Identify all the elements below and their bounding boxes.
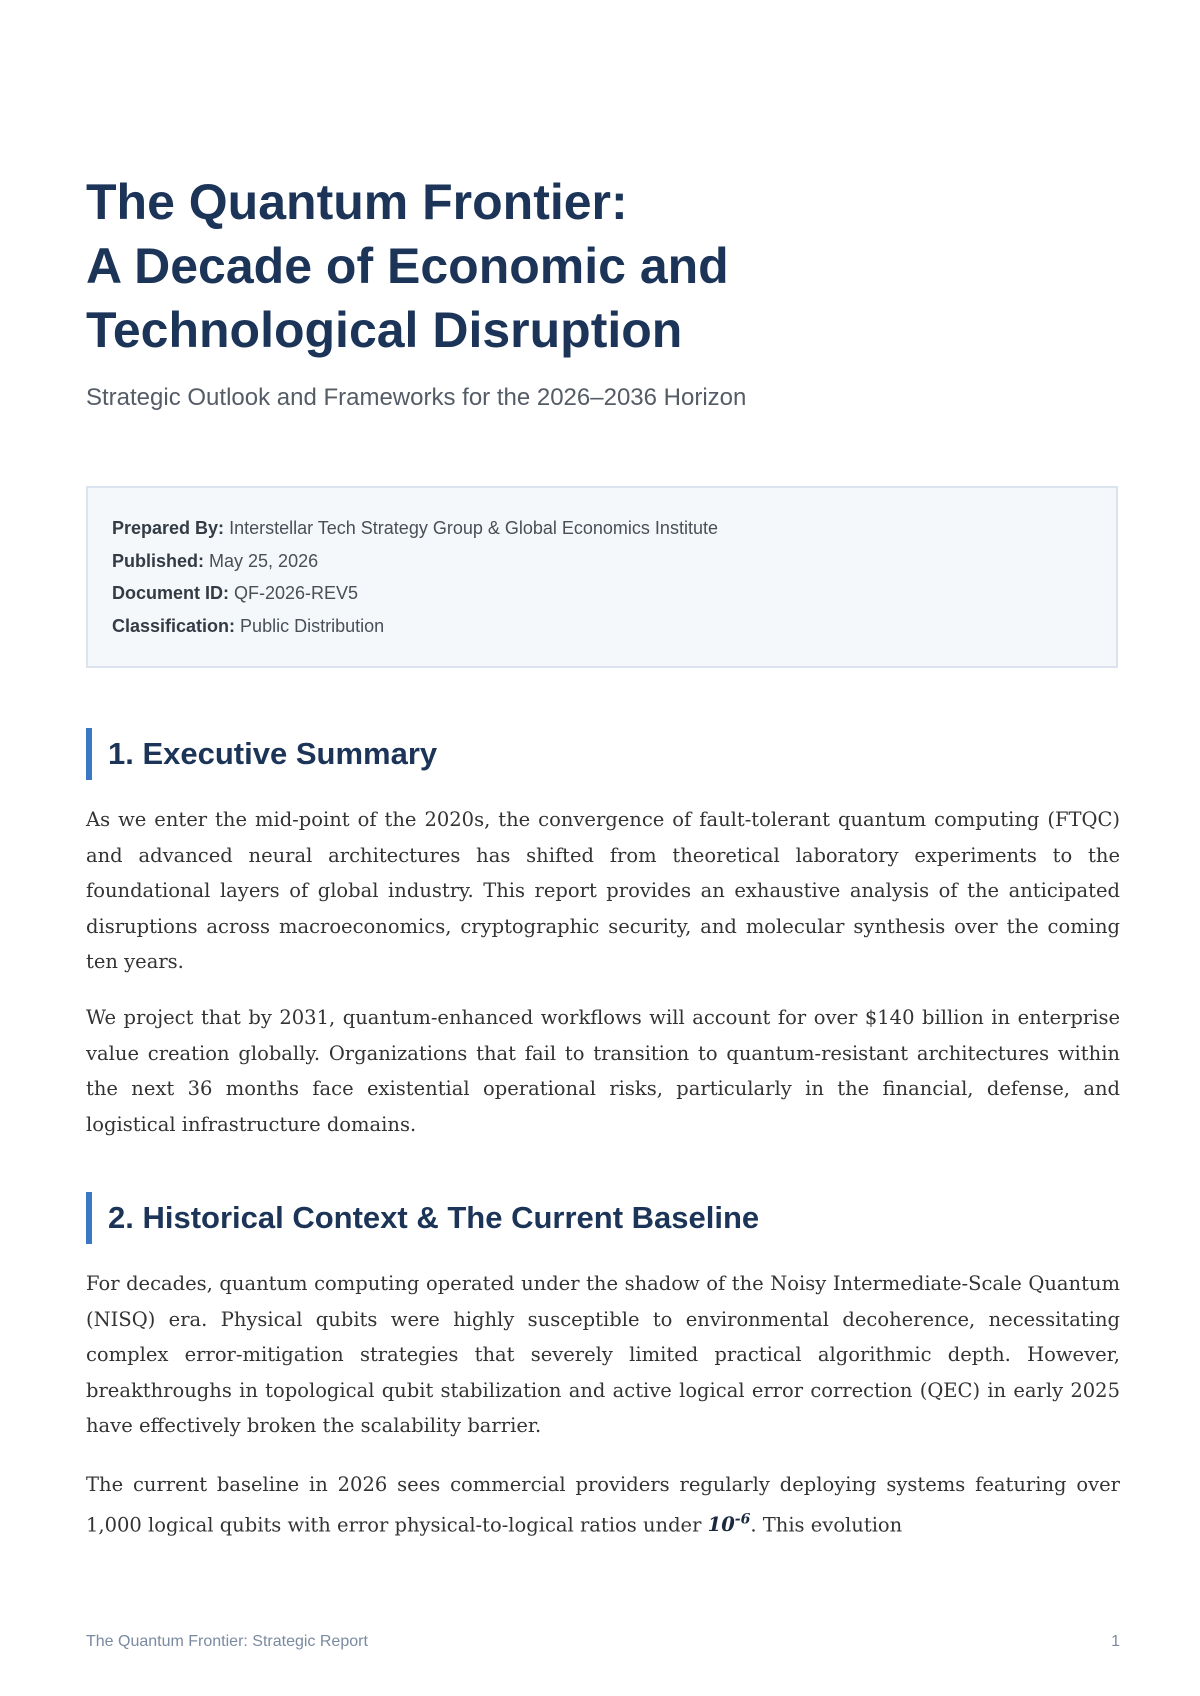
section-heading-historical-context: 2. Historical Context & The Current Baseline	[86, 1192, 759, 1244]
math-expression	[708, 1513, 751, 1536]
math-base: 10	[707, 1513, 735, 1536]
title-line: A Decade of Economic and	[86, 238, 729, 294]
paragraph	[86, 1467, 1120, 1543]
meta-value: QF-2026-REV5	[234, 583, 359, 603]
meta-label: Published:	[112, 550, 205, 571]
meta-value: Public Distribution	[240, 615, 385, 636]
paragraph: We project that by 2031, quantum-enhanced workflows will account for over $140 billion in enterprise value creation globally. Organizations that fail to transition to quantum-resistant architectures within the next 36 months face existential operational risks, particularly in the financial, defense, and logistical infrastructure domains.	[86, 1006, 1120, 1136]
meta-value: Interstellar Tech Strategy Group & Global Economics Institute	[229, 518, 718, 538]
meta-prepared-by	[112, 512, 1092, 545]
meta-label: Prepared By:	[112, 518, 225, 538]
page-number: 1	[1111, 1633, 1120, 1650]
meta-document-id	[112, 577, 1092, 610]
document-subtitle: Strategic Outlook and Frameworks for the 2026–2036 Horizon	[86, 384, 747, 411]
footer-report-title: The Quantum Frontier: Strategic Report	[86, 1633, 368, 1650]
title-line: Technological Disruption	[86, 302, 683, 358]
title-line: The Quantum Frontier:	[86, 174, 628, 230]
meta-label: Document ID:	[112, 583, 229, 603]
paragraph: For decades, quantum computing operated under the shadow of the Noisy Intermediate-Scale Quantum (NISQ) era. Physical qubits were highly susceptible to environmental decoherence, necessitating complex error-mitigation strategies that severely limited practical algorithmic depth. However, breakthroughs in topological qubit stabilization and active logical error correction (QEC) in early 2025 have effectively broken the scalability barrier.	[86, 1272, 1120, 1437]
paragraph-text: The current baseline in 2026 sees commercial providers regularly deploying systems featuring over 1,000 logical qubits with error physical-to-logical ratios under	[86, 1473, 1120, 1536]
paragraph: As we enter the mid-point of the 2020s, the convergence of fault-tolerant quantum computing (FTQC) and advanced neural architectures has shifted from theoretical laboratory experiments to the foundational layers of global industry. This report provides an exhaustive analysis of the anticipated disruptions across macroeconomics, cryptographic security, and molecular synthesis over the coming ten years.	[86, 808, 1120, 973]
meta-published	[112, 545, 1092, 578]
meta-label: Classification:	[112, 615, 236, 636]
document-page	[86, 0, 1120, 1696]
math-exponent: -6	[734, 1511, 751, 1528]
meta-classification	[112, 610, 1092, 643]
section-heading-executive-summary: 1. Executive Summary	[86, 728, 437, 780]
page-footer	[86, 1633, 1120, 1651]
document-title	[86, 170, 729, 362]
document-metadata-box	[86, 486, 1118, 668]
paragraph-text: . This evolution	[750, 1513, 903, 1536]
meta-value: May 25, 2026	[209, 550, 319, 571]
